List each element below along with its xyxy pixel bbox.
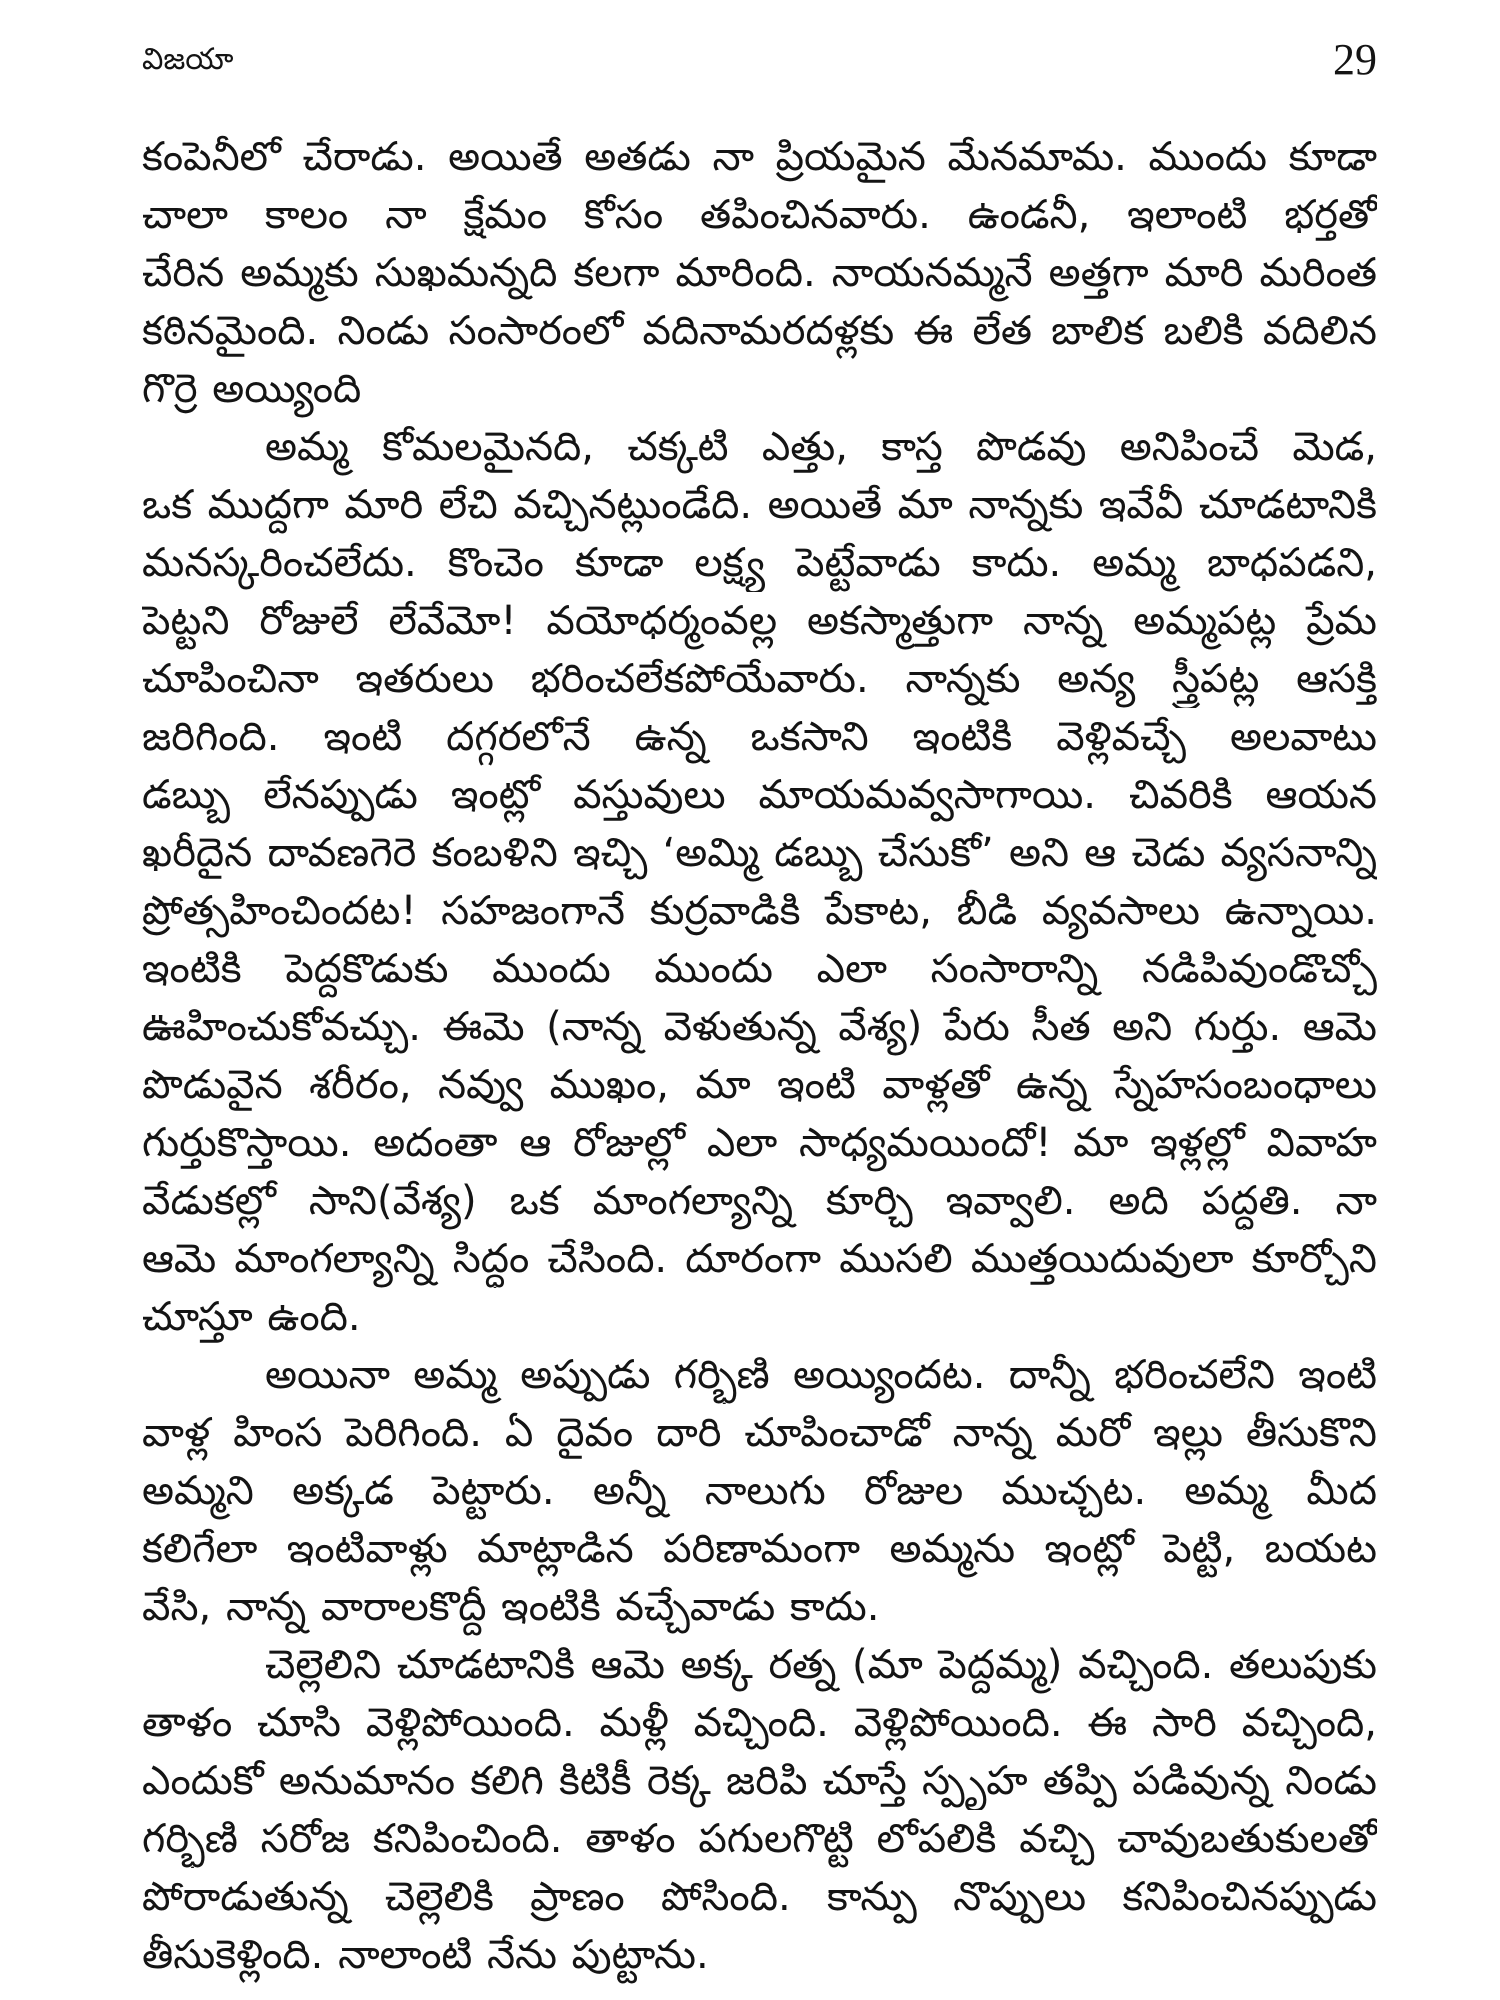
text-line: ఆమె మాంగల్యాన్ని సిద్ధం చేసింది. దూరంగా ముసలి ముత్తయిదువులా కూర్చోని [142,1236,1377,1282]
text-line: మనస్కరించలేదు. కొంచెం కూడా లక్ష్య పెట్టేవాడు కాదు. అమ్మ బాధపడని, [142,540,1377,586]
text-line: అమ్మ కోమలమైనది, చక్కటి ఎత్తు, కాస్త పొడవు అనిపించే మెడ, [265,424,1377,470]
text-line: గర్భిణి సరోజ కనిపించింది. తాళం పగులగొట్టి లోపలికి వచ్చి చావుబతుకులతో [142,1816,1377,1862]
text-line: చూస్తూ ఉంది. [142,1294,361,1340]
text-line: వేసి, నాన్న వారాలకొద్దీ ఇంటికి వచ్చేవాడు కాదు. [142,1584,880,1630]
text-line: చూపించినా ఇతరులు భరించలేకపోయేవారు. నాన్నకు అన్య స్త్రీపట్ల ఆసక్తి [142,656,1377,702]
paragraph [142,1636,1377,1984]
text-line: ఇంటికి పెద్దకొడుకు ముందు ముందు ఎలా సంసారాన్ని నడిపివుండొచ్చో [142,946,1377,992]
text-line: తీసుకెళ్లింది. నాలాంటి నేను పుట్టాను. [142,1932,709,1978]
text-line: ఎందుకో అనుమానం కలిగి కిటికీ రెక్క జరిపి చూస్తే స్పృహ తప్పి పడివున్న నిండు [142,1758,1377,1804]
text-line: ఒక ముద్దగా మారి లేచి వచ్చినట్లుండేది. అయితే మా నాన్నకు ఇవేవీ చూడటానికి [142,482,1377,528]
paragraph [142,1346,1377,1636]
page-number: 29 [1333,35,1377,84]
paragraph [142,418,1377,1346]
text-line: అయినా అమ్మ అప్పుడు గర్భిణి అయ్యిందట. దాన్నీ భరించలేని ఇంటి [265,1352,1377,1398]
text-line: తాళం చూసి వెళ్లిపోయింది. మళ్లీ వచ్చింది. వెళ్లిపోయింది. ఈ సారి వచ్చింది, [142,1700,1377,1746]
text-line: పెట్టని రోజులే లేవేమో! వయోధర్మంవల్ల అకస్మాత్తుగా నాన్న అమ్మపట్ల ప్రేమ [142,598,1377,644]
body-text [142,128,1377,1984]
text-line: డబ్బు లేనప్పుడు ఇంట్లో వస్తువులు మాయమవ్వసాగాయి. చివరికి ఆయన [142,772,1377,818]
text-line: కంపెనీలో చేరాడు. అయితే అతడు నా ప్రియమైన మేనమామ. ముందు కూడా [142,134,1377,180]
text-line: గొర్రె అయ్యింది [142,366,362,412]
text-line: పోరాడుతున్న చెల్లెలికి ప్రాణం పోసింది. కాన్పు నొప్పులు కనిపించినప్పుడు [142,1874,1377,1920]
text-line: ఖరీదైన దావణగెరె కంబళిని ఇచ్చి ‘అమ్మి డబ్బు చేసుకో’ అని ఆ చెడు వ్యసనాన్ని [142,830,1377,876]
text-line: చాలా కాలం నా క్షేమం కోసం తపించినవారు. ఉండనీ, ఇలాంటి భర్తతో [142,192,1377,238]
text-line: వేడుకల్లో సాని(వేశ్య) ఒక మాంగల్యాన్ని కూర్చి ఇవ్వాలి. అది పద్ధతి. నా [142,1178,1377,1224]
text-line: కలిగేలా ఇంటివాళ్లు మాట్లాడిన పరిణామంగా అమ్మను ఇంట్లో పెట్టి, బయట [142,1526,1377,1572]
text-line: ఊహించుకోవచ్చు. ఈమె (నాన్న వెళుతున్న వేశ్య) పేరు సీత అని గుర్తు. ఆమె [142,1004,1377,1050]
text-line: గుర్తుకొస్తాయి. అదంతా ఆ రోజుల్లో ఎలా సాధ్యమయిందో! మా ఇళ్లల్లో వివాహ [142,1120,1377,1166]
text-line: జరిగింది. ఇంటి దగ్గరలోనే ఉన్న ఒకసాని ఇంటికి వెళ్లివచ్చే అలవాటు [142,714,1377,760]
text-line: వాళ్ల హింస పెరిగింది. ఏ దైవం దారి చూపించాడో నాన్న మరో ఇల్లు తీసుకొని [142,1410,1377,1456]
text-line: చేరిన అమ్మకు సుఖమన్నది కలగా మారింది. నాయనమ్మనే అత్తగా మారి మరింత [142,250,1377,296]
text-line: అమ్మని అక్కడ పెట్టారు. అన్నీ నాలుగు రోజుల ముచ్చట. అమ్మ మీద [142,1468,1377,1514]
paragraph [142,128,1377,418]
text-line: ప్రోత్సహించిందట! సహజంగానే కుర్రవాడికి పేకాట, బీడి వ్యవసాలు ఉన్నాయి. [142,888,1377,934]
running-title: విజయా [142,42,234,77]
text-line: పొడువైన శరీరం, నవ్వు ముఖం, మా ఇంటి వాళ్లతో ఉన్న స్నేహసంబంధాలు [142,1062,1377,1108]
page-header [142,28,1377,92]
text-line: కఠినమైంది. నిండు సంసారంలో వదినామరదళ్లకు ఈ లేత బాలిక బలికి వదిలిన [142,308,1377,354]
text-line: చెల్లెలిని చూడటానికి ఆమె అక్క రత్న (మా పెద్దమ్మ) వచ్చింది. తలుపుకు [265,1642,1377,1688]
